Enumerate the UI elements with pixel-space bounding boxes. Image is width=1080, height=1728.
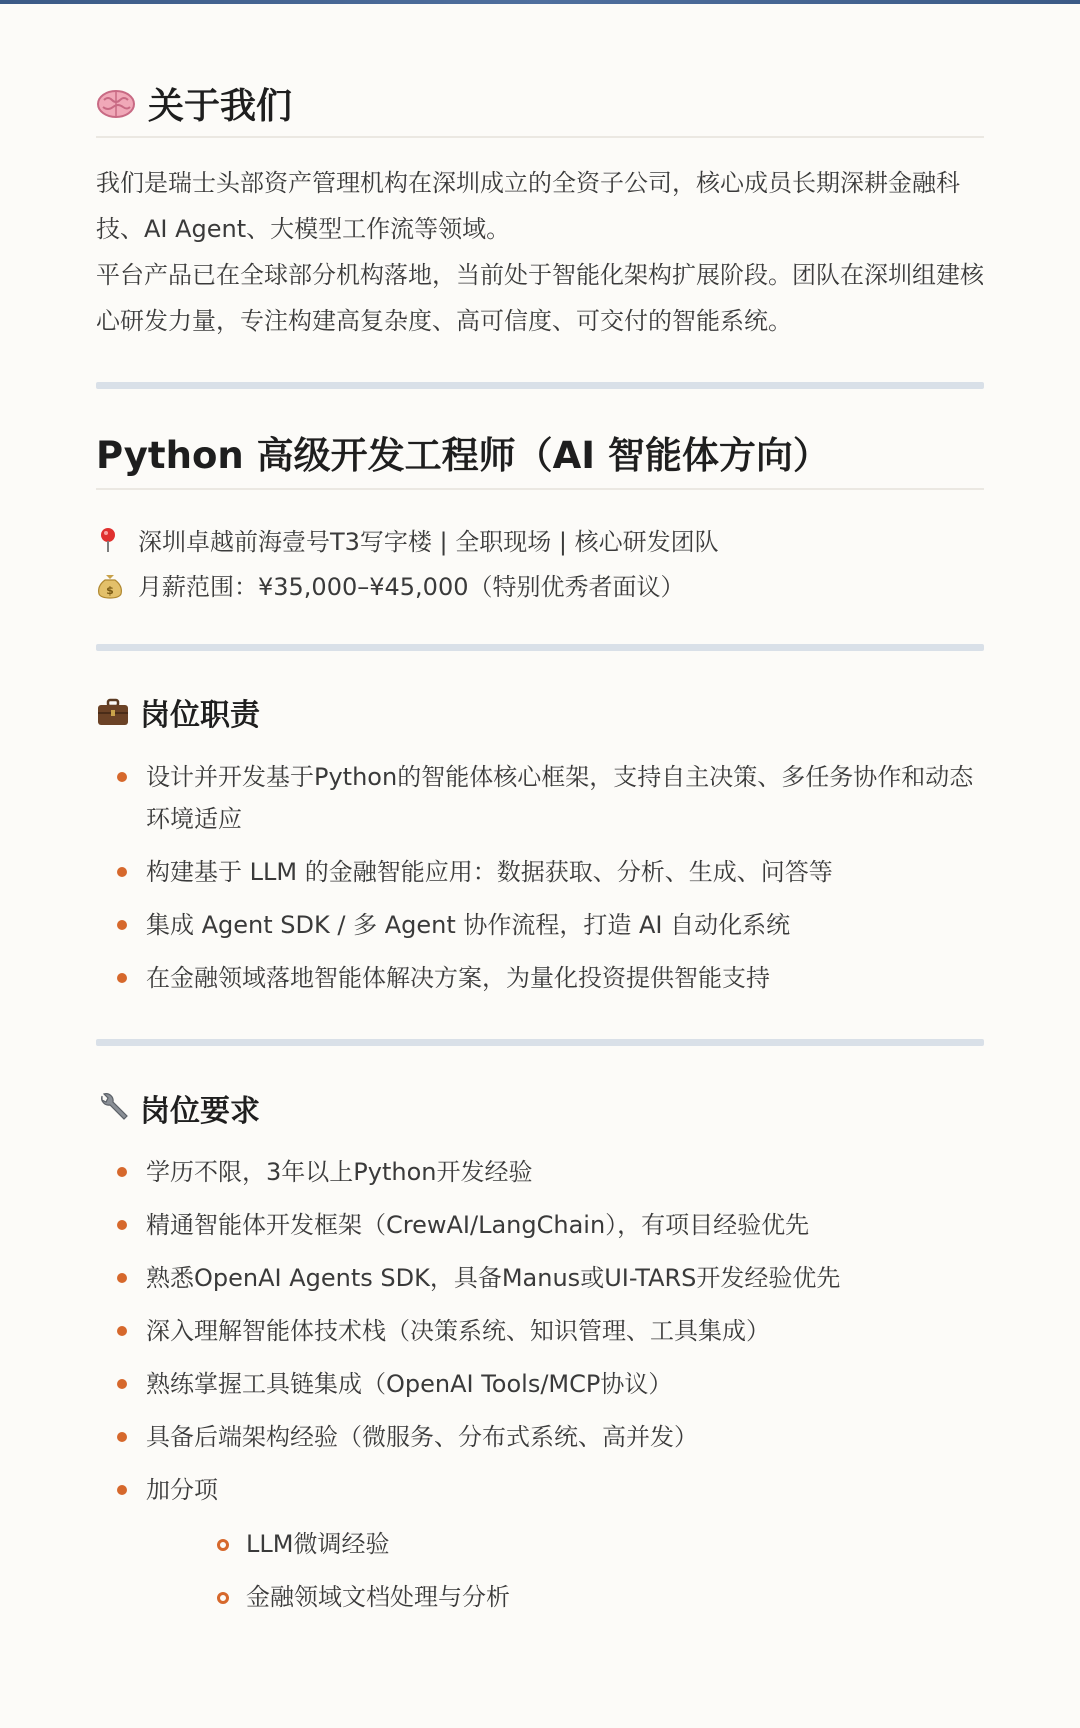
location-row xyxy=(96,522,719,557)
about-title-divider xyxy=(96,136,984,138)
location-text: 深圳卓越前海壹号T3写字楼 | 全职现场 | 核心研发团队 xyxy=(138,528,719,556)
bullet-dot xyxy=(117,920,127,930)
round-pushpin-icon xyxy=(96,526,124,554)
bullet-dot xyxy=(117,1432,127,1442)
list-item xyxy=(96,1257,984,1299)
requirement-text: 学历不限，3年以上Python开发经验 xyxy=(146,1158,533,1186)
wrench-icon xyxy=(96,1092,130,1124)
brain-icon xyxy=(96,88,136,120)
duty-text: 构建基于 LLM 的金融智能应用：数据获取、分析、生成、问答等 xyxy=(146,858,833,886)
duties-title-text: 岗位职责 xyxy=(140,698,260,733)
requirement-text: 具备后端架构经验（微服务、分布式系统、高并发） xyxy=(146,1423,698,1451)
list-item xyxy=(96,1363,984,1405)
duties-list xyxy=(96,756,984,1010)
duty-text: 在金融领域落地智能体解决方案，为量化投资提供智能支持 xyxy=(146,964,770,992)
about-body xyxy=(96,160,984,344)
duty-text: 集成 Agent SDK / 多 Agent 协作流程，打造 AI 自动化系统 xyxy=(146,911,791,939)
requirement-text: 熟悉OpenAI Agents SDK，具备Manus或UI-TARS开发经验优先 xyxy=(146,1264,841,1292)
bonus-text: LLM微调经验 xyxy=(246,1530,390,1558)
section-divider xyxy=(96,382,984,389)
bullet-dot xyxy=(117,867,127,877)
list-item xyxy=(96,1310,984,1352)
bullet-dot xyxy=(117,1326,127,1336)
bullet-dot xyxy=(217,1592,229,1604)
duties-section-title xyxy=(96,690,260,734)
list-item xyxy=(96,851,984,893)
duty-text: 设计并开发基于Python的智能体核心框架，支持自主决策、多任务协作和动态环境适应 xyxy=(146,763,974,833)
job-title: Python 高级开发工程师（AI 智能体方向） xyxy=(96,434,830,477)
salary-row xyxy=(96,567,685,602)
bullet-dot xyxy=(117,1485,127,1495)
list-item xyxy=(96,1204,984,1246)
money-bag-icon xyxy=(96,571,124,599)
list-item xyxy=(96,957,984,999)
bullet-dot xyxy=(117,1379,127,1389)
list-item xyxy=(96,1416,984,1458)
about-title-text: 关于我们 xyxy=(148,86,293,127)
requirement-text: 深入理解智能体技术栈（决策系统、知识管理、工具集成） xyxy=(146,1317,770,1345)
requirements-list xyxy=(96,1151,984,1629)
list-item xyxy=(196,1523,984,1565)
bullet-dot xyxy=(217,1539,229,1551)
bullet-dot xyxy=(117,973,127,983)
section-divider xyxy=(96,1039,984,1046)
job-title-divider xyxy=(96,488,984,490)
list-item xyxy=(96,756,984,840)
requirements-title-text: 岗位要求 xyxy=(140,1094,260,1129)
requirement-text: 熟练掌握工具链集成（OpenAI Tools/MCP协议） xyxy=(146,1370,673,1398)
briefcase-icon xyxy=(96,696,130,728)
bullet-dot xyxy=(117,1220,127,1230)
list-item xyxy=(96,1469,984,1618)
salary-text: 月薪范围：¥35,000–¥45,000（特别优秀者面议） xyxy=(138,573,685,601)
requirement-text: 加分项 xyxy=(146,1476,218,1504)
about-paragraph: 平台产品已在全球部分机构落地，当前处于智能化架构扩展阶段。团队在深圳组建核心研发力量，专注构建高复杂度、高可信度、可交付的智能系统。 xyxy=(96,261,984,335)
bullet-dot xyxy=(117,1273,127,1283)
list-item xyxy=(196,1576,984,1618)
bullet-dot xyxy=(117,1167,127,1177)
list-item xyxy=(96,1151,984,1193)
top-accent-bar xyxy=(0,0,1080,4)
svg-text:$: $ xyxy=(106,583,114,597)
bullet-dot xyxy=(117,772,127,782)
about-section-title xyxy=(96,78,292,129)
bonus-list xyxy=(146,1523,984,1618)
about-paragraph: 我们是瑞士头部资产管理机构在深圳成立的全资子公司，核心成员长期深耕金融科技、AI Agent、大模型工作流等领域。 xyxy=(96,169,960,243)
requirement-text: 精通智能体开发框架（CrewAI/LangChain），有项目经验优先 xyxy=(146,1211,810,1239)
bonus-text: 金融领域文档处理与分析 xyxy=(246,1583,510,1611)
list-item xyxy=(96,904,984,946)
section-divider xyxy=(96,644,984,651)
requirements-section-title xyxy=(96,1086,260,1130)
